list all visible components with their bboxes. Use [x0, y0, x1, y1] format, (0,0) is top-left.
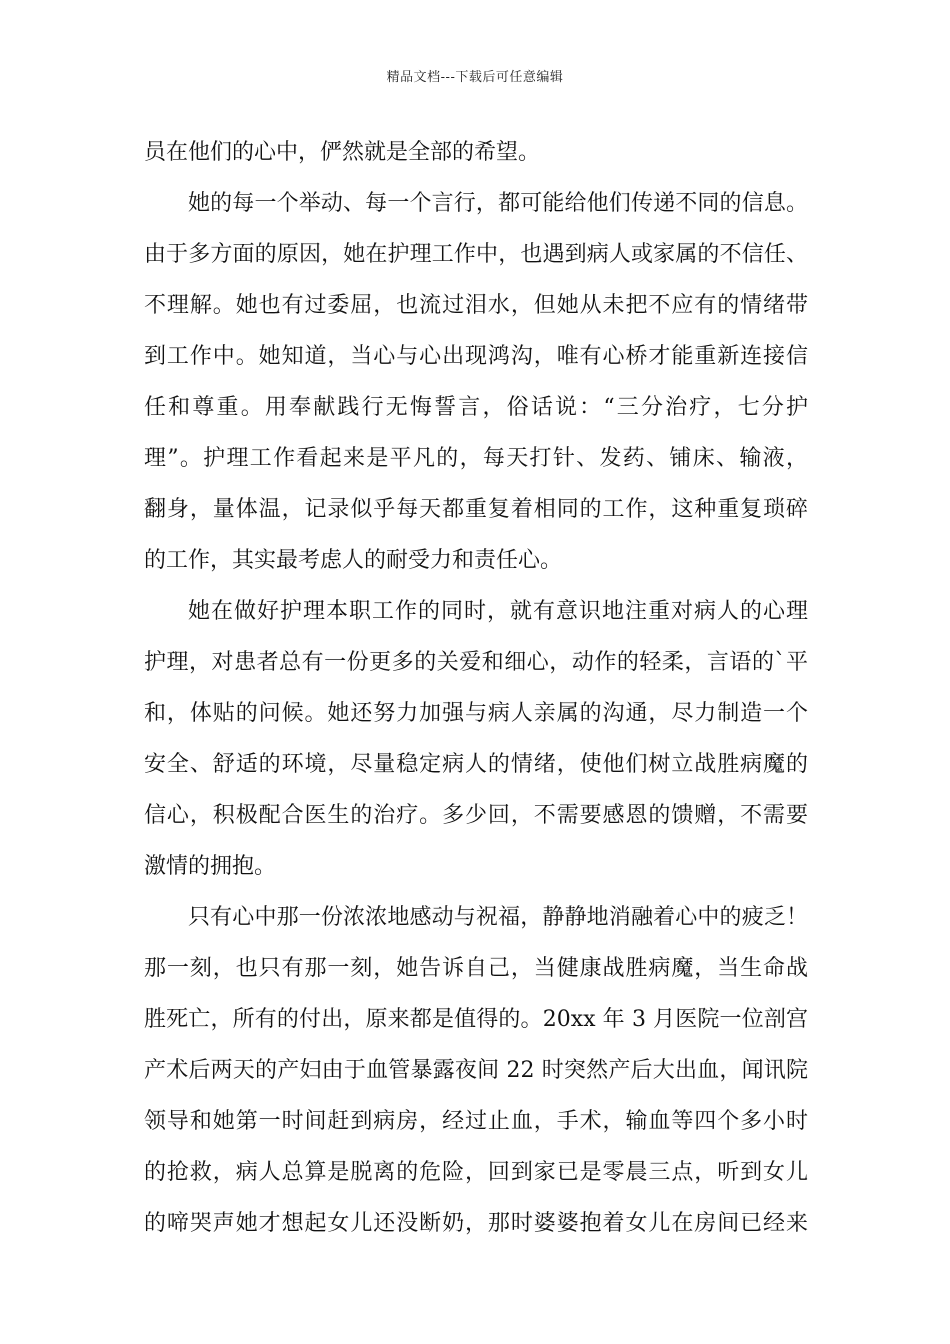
text-line: 她在做好护理本职工作的同时，就有意识地注重对病人的心理 [188, 599, 808, 624]
text-line: 护理，对患者总有一份更多的关爱和细心，动作的轻柔，言语的`平 [144, 650, 808, 675]
text-line: 不理解。她也有过委屈，也流过泪水，但她从未把不应有的情绪带 [144, 293, 808, 318]
text-line: 员在他们的心中，俨然就是全部的希望。 [144, 140, 541, 165]
text-line: 的工作，其实最考虑人的耐受力和责任心。 [144, 548, 563, 573]
text-line: 翻身，量体温，记录似乎每天都重复着相同的工作，这种重复琐碎 [144, 497, 808, 522]
page-header: 精品文档---下载后可任意编辑 [386, 70, 564, 85]
body-text [144, 127, 808, 1249]
text-line: 激情的拥抱。 [144, 854, 277, 879]
text-line: 她的每一个举动、每一个言行，都可能给他们传递不同的信息。 [188, 191, 808, 216]
text-line: 和，体贴的问候。她还努力加强与病人亲属的沟通，尽力制造一个 [144, 701, 808, 726]
text-line: 领导和她第一时间赶到病房，经过止血，手术，输血等四个多小时 [144, 1109, 808, 1134]
text-line: 安全、舒适的环境，尽量稳定病人的情绪，使他们树立战胜病魔的 [144, 752, 808, 777]
text-line: 产术后两天的产妇由于血管暴露夜间 22 时突然产后大出血，闻讯院 [144, 1058, 808, 1083]
text-line: 信心，积极配合医生的治疗。多少回，不需要感恩的馈赠，不需要 [144, 803, 808, 828]
text-line: 任和尊重。用奉献践行无悔誓言，俗话说：“三分治疗，七分护 [144, 395, 808, 420]
text-line: 到工作中。她知道，当心与心出现鸿沟，唯有心桥才能重新连接信 [144, 344, 808, 369]
text-line: 胜死亡，所有的付出，原来都是值得的。20xx 年 3 月医院一位剖宫 [144, 1007, 808, 1032]
text-line: 的啼哭声她才想起女儿还没断奶，那时婆婆抱着女儿在房间已经来 [144, 1211, 808, 1236]
text-line: 理”。护理工作看起来是平凡的，每天打针、发药、铺床、输液， [144, 446, 808, 471]
text-line: 由于多方面的原因，她在护理工作中，也遇到病人或家属的不信任、 [144, 242, 808, 267]
text-line: 的抢救，病人总算是脱离的危险，回到家已是零晨三点，听到女儿 [144, 1160, 808, 1185]
text-line: 那一刻，也只有那一刻，她告诉自己，当健康战胜病魔，当生命战 [144, 956, 808, 981]
text-line: 只有心中那一份浓浓地感动与祝福，静静地消融着心中的疲乏！ [188, 905, 808, 930]
